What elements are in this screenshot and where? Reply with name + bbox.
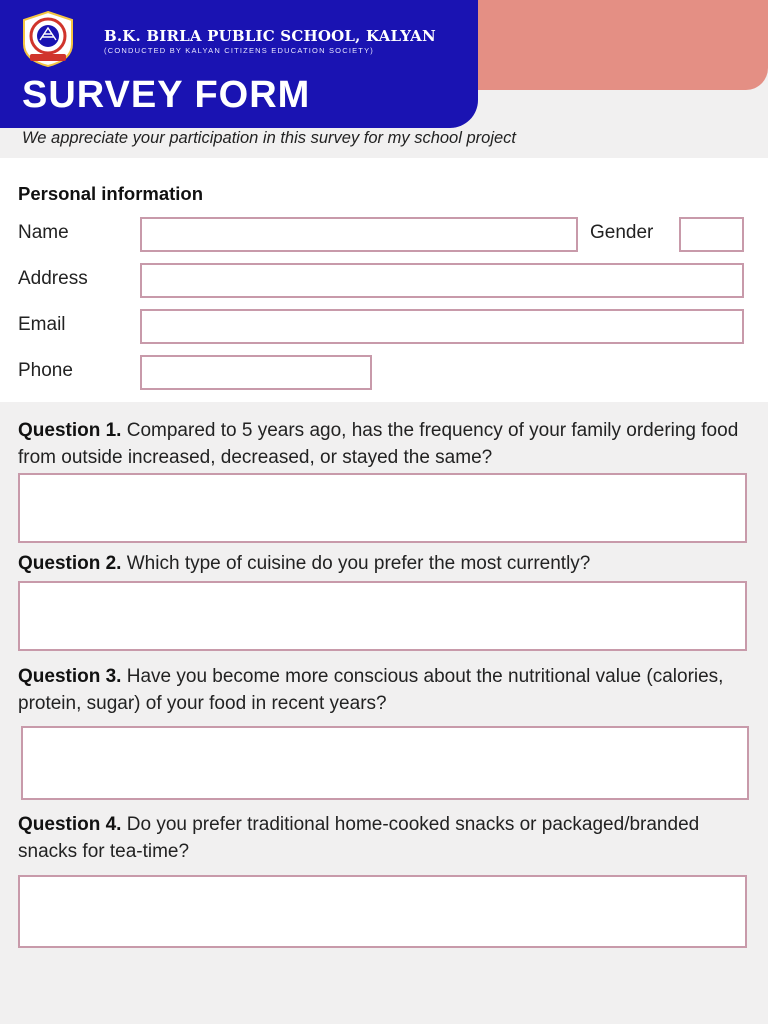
question-text: Compared to 5 years ago, has the frequency of your family ordering food from outside increased, decreased, or stayed the same? [18,420,739,468]
gender-field[interactable] [679,217,744,252]
page-title: SURVEY FORM [22,74,311,116]
question-3 [18,663,748,717]
question-number: Question 1. [18,420,122,441]
question-2 [18,550,748,577]
question-1 [18,417,748,471]
question-2-answer[interactable] [18,581,747,651]
gender-label: Gender [590,222,654,243]
intro-text: We appreciate your participation in this survey for my school project [22,129,517,147]
phone-label: Phone [18,360,73,381]
school-crest-icon [22,10,74,68]
question-text: Have you become more conscious about the nutritional value (calories, protein, sugar) of your food in recent years? [18,666,724,714]
question-4 [18,811,748,865]
question-number: Question 2. [18,553,122,574]
question-1-answer[interactable] [18,473,747,543]
school-name: B.K. BIRLA PUBLIC SCHOOL, KALYAN [104,27,436,45]
header-banner [0,0,478,128]
question-3-answer[interactable] [21,726,749,800]
question-number: Question 3. [18,666,122,687]
phone-field[interactable] [140,355,372,390]
email-label: Email [18,314,66,335]
school-subtitle: (CONDUCTED BY KALYAN CITIZENS EDUCATION SOCIETY) [104,46,374,55]
question-text: Do you prefer traditional home-cooked snacks or packaged/branded snacks for tea-time? [18,814,700,862]
name-label: Name [18,222,69,243]
email-field[interactable] [140,309,744,344]
address-field[interactable] [140,263,744,298]
personal-info-title: Personal information [18,183,204,204]
question-4-answer[interactable] [18,875,747,948]
address-label: Address [18,268,88,289]
question-number: Question 4. [18,814,122,835]
header-accent-shape [440,0,768,90]
name-field[interactable] [140,217,578,252]
question-text: Which type of cuisine do you prefer the most currently? [126,553,591,574]
